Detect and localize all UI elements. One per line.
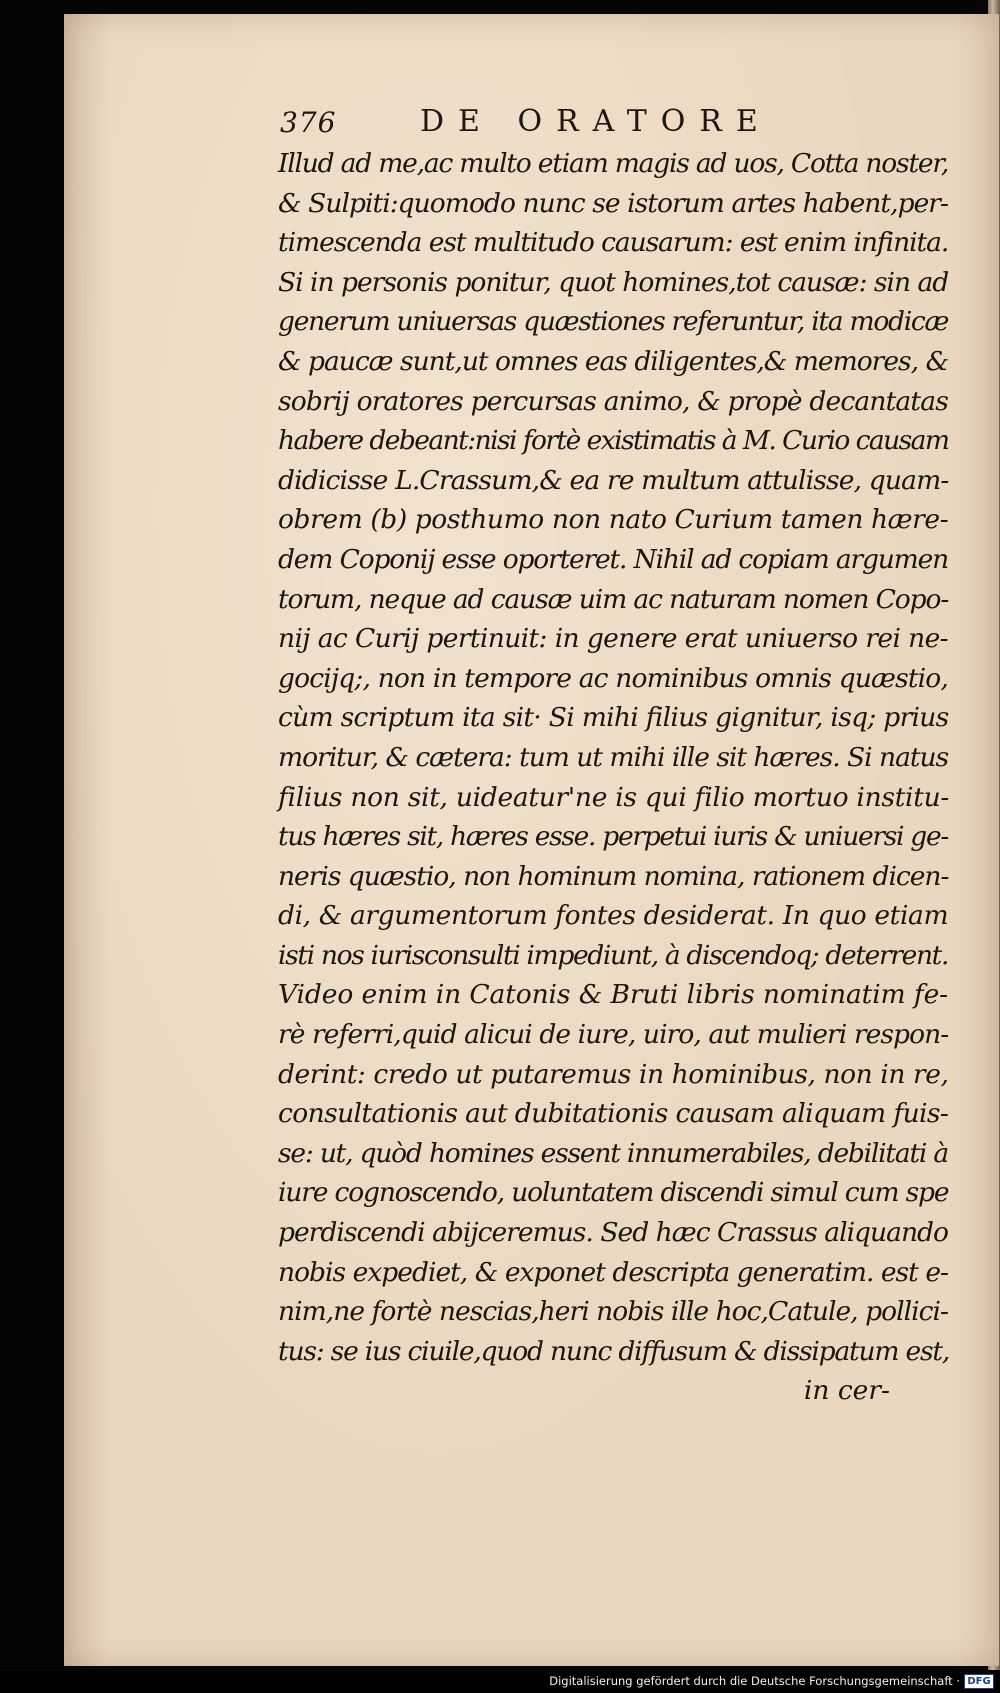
running-head: DE ORATORE bbox=[420, 104, 772, 139]
text-line: moritur, & cætera: tum ut mihi ille sit hæres. Si natus bbox=[278, 741, 949, 773]
text-line: tus: se ius ciuile,quod nunc diffusum & dissipatum est, bbox=[278, 1335, 950, 1367]
text-line: rè referri,quid alicui de iure, uiro, aut mulieri respon- bbox=[278, 1019, 949, 1051]
dfg-logo-icon: DFG bbox=[964, 1674, 994, 1689]
text-line: isti nos iurisconsulti impediunt, à discendoq; deterrent. bbox=[278, 939, 949, 971]
text-line: derint: credo ut putaremus in hominibus, non in re, bbox=[278, 1058, 949, 1090]
page-header bbox=[280, 104, 940, 144]
text-line: didicisse L.Crassum,& ea re multum attulisse, quam- bbox=[278, 464, 949, 496]
text-line: se: ut, quòd homines essent innumerabiles, debilitati à bbox=[278, 1137, 948, 1169]
text-line: tus hæres sit, hæres esse. perpetui iuris & uniuersi ge- bbox=[278, 821, 948, 853]
text-line: di, & argumentorum fontes desiderat. In quo etiam bbox=[278, 900, 949, 932]
text-line: neris quæstio, non hominum nomina, rationem dicen- bbox=[278, 860, 949, 892]
text-line: iure cognoscendo, uoluntatem discendi simul cum spe bbox=[278, 1177, 949, 1209]
text-line: sobrij oratores percursas animo, & propè decantatas bbox=[278, 385, 948, 417]
text-line: Video enim in Catonis & Bruti libris nominatim fe- bbox=[278, 979, 948, 1011]
text-line: Si in personis ponitur, quot homines,tot causæ: sin ad bbox=[278, 266, 949, 298]
text-line: Illud ad me,ac multo etiam magis ad uos, Cotta noster, bbox=[278, 148, 949, 179]
text-line: & Sulpiti:quomodo nunc se istorum artes habent,per- bbox=[278, 187, 948, 219]
text-line: generum uniuersas quæstiones referuntur, ita modicæ bbox=[278, 306, 949, 338]
text-line: gocijq;, non in tempore ac nominibus omnis quæstio, bbox=[278, 662, 948, 694]
funding-credit: Digitalisierung gefördert durch die Deutsche Forschungsgemeinschaft · bbox=[549, 1674, 960, 1688]
text-line: torum, neque ad causæ uim ac naturam nomen Copo- bbox=[278, 583, 949, 615]
catchword: in cer- bbox=[803, 1375, 890, 1407]
page-number: 376 bbox=[280, 106, 337, 139]
text-line: nim,ne fortè nescias,heri nobis ille hoc,Catule, pollici- bbox=[278, 1296, 948, 1328]
text-line: habere debeant:nisi fortè existimatis à M. Curio causam bbox=[278, 425, 949, 457]
body-text bbox=[278, 144, 948, 1411]
text-line: nobis expediet, & exponet descripta generatim. est e- bbox=[278, 1256, 948, 1288]
text-line: consultationis aut dubitationis causam aliquam fuis- bbox=[278, 1098, 949, 1130]
footer-bar bbox=[0, 1671, 1000, 1693]
text-line: perdiscendi abijceremus. Sed hæc Crassus aliquando bbox=[278, 1217, 948, 1249]
text-line: obrem (b) posthumo non nato Curium tamen hære- bbox=[278, 504, 949, 536]
text-line: filius non sit, uideatur'ne is qui filio mortuo institu- bbox=[278, 781, 950, 813]
text-line: nij ac Curij pertinuit: in genere erat uniuerso rei ne- bbox=[278, 623, 948, 655]
text-line: dem Coponij esse oporteret. Nihil ad copiam argumen bbox=[278, 543, 948, 575]
text-line: cùm scriptum ita sit· Si mihi filius gignitur, isq; prius bbox=[278, 702, 949, 734]
text-line: & paucæ sunt,ut omnes eas diligentes,& memores, & bbox=[278, 345, 949, 377]
text-line: timescenda est multitudo causarum: est enim infinita. bbox=[278, 227, 949, 259]
